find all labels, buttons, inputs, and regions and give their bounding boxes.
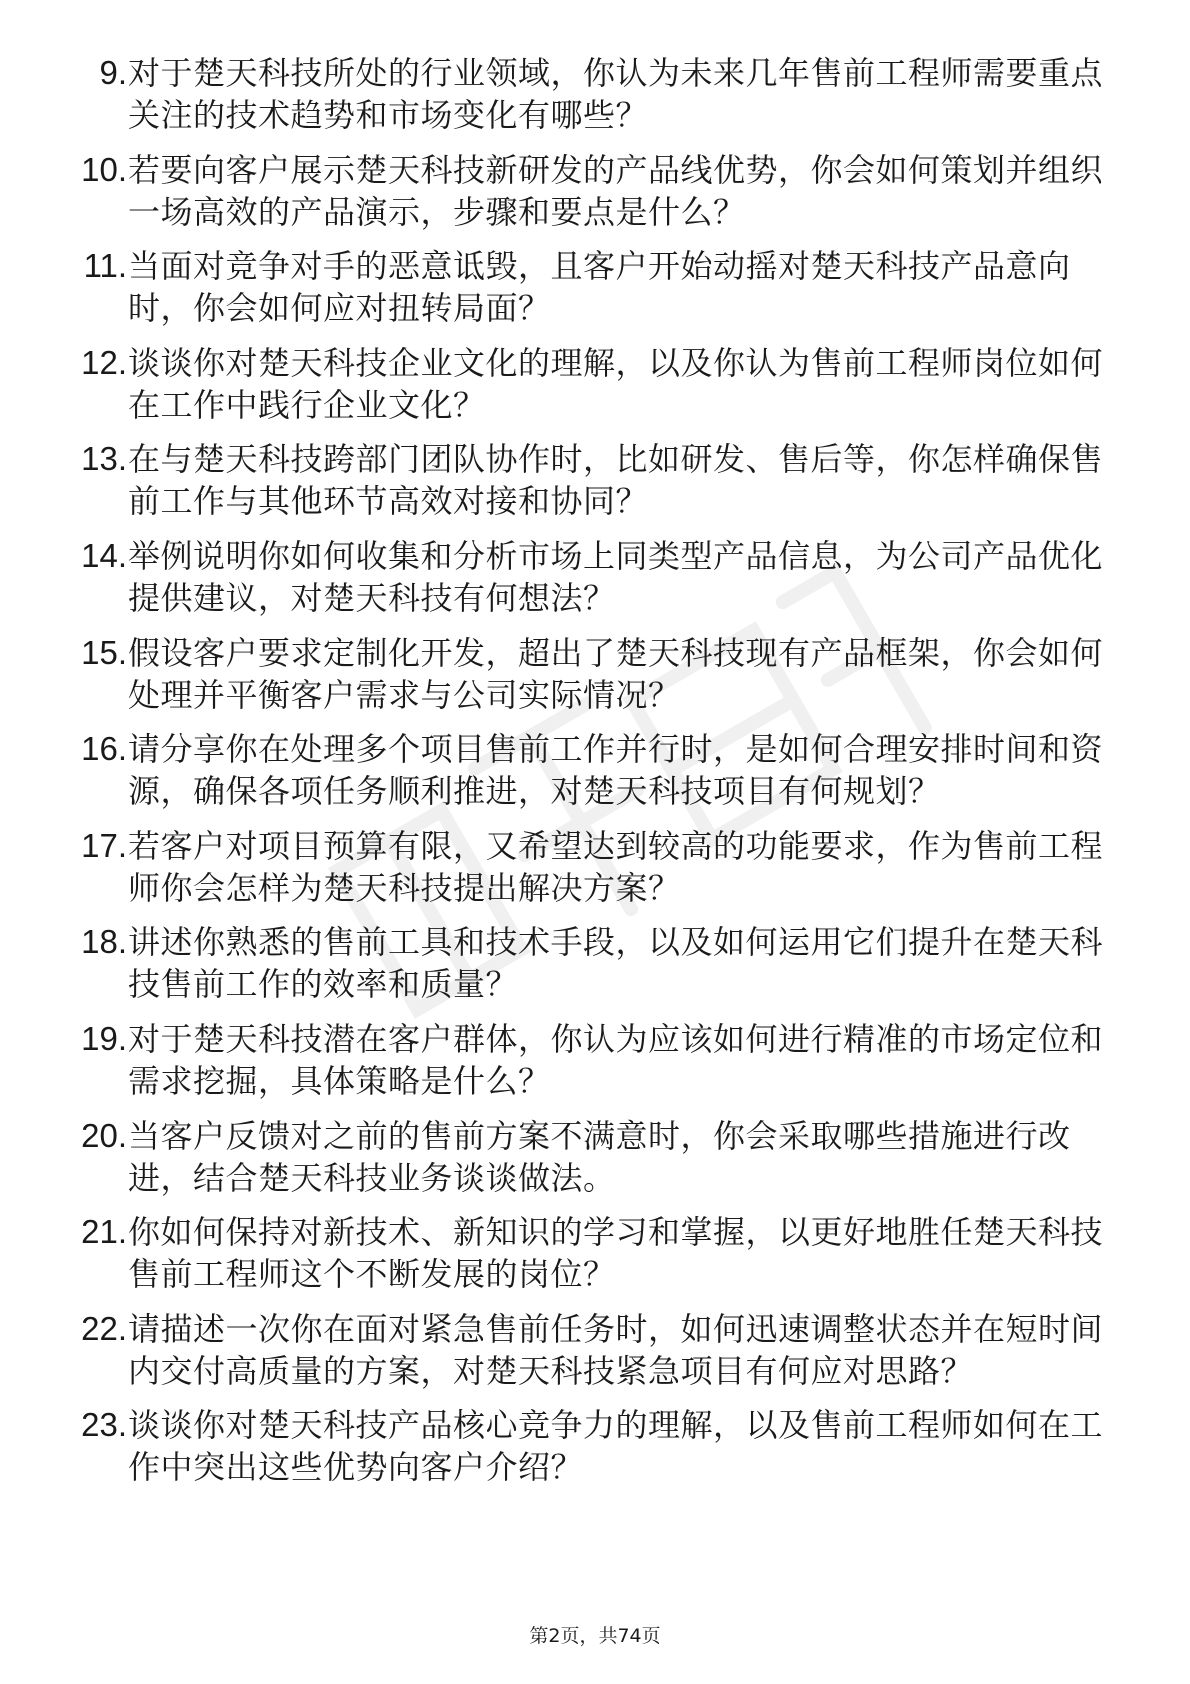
question-item <box>55 728 1115 825</box>
question-text: 谈谈你对楚天科技产品核心竞争力的理解，以及售前工程师如何在工作中突出这些优势向客户介绍？ <box>128 1406 1104 1487</box>
question-number: 15. <box>81 633 127 671</box>
question-text: 对于楚天科技潜在客户群体，你认为应该如何进行精准的市场定位和需求挖掘，具体策略是什么？ <box>128 1019 1104 1100</box>
question-text: 谈谈你对楚天科技企业文化的理解，以及你认为售前工程师岗位如何在工作中践行企业文化？ <box>128 343 1104 424</box>
page-footer: 第2页，共74页 <box>529 1625 661 1647</box>
question-item <box>55 245 1115 342</box>
question-number: 14. <box>81 536 127 574</box>
question-number: 16. <box>81 730 127 768</box>
question-text: 假设客户要求定制化开发，超出了楚天科技现有产品框架，你会如何处理并平衡客户需求与公司实际情况？ <box>128 633 1104 714</box>
question-item <box>55 1211 1115 1308</box>
question-item <box>55 1018 1115 1115</box>
question-text: 讲述你熟悉的售前工具和技术手段，以及如何运用它们提升在楚天科技售前工作的效率和质量？ <box>128 923 1104 1004</box>
question-number: 17. <box>81 826 127 864</box>
question-item <box>55 1308 1115 1405</box>
question-text: 请描述一次你在面对紧急售前任务时，如何迅速调整状态并在短时间内交付高质量的方案，对楚天科技紧急项目有何应对思路？ <box>128 1309 1104 1390</box>
question-number: 12. <box>81 343 127 381</box>
question-item <box>55 825 1115 922</box>
question-item <box>55 52 1115 149</box>
question-item <box>55 438 1115 535</box>
question-number: 19. <box>81 1019 127 1057</box>
question-item <box>55 632 1115 729</box>
question-item <box>55 535 1115 632</box>
question-text: 请分享你在处理多个项目售前工作并行时，是如何合理安排时间和资源，确保各项任务顺利推进，对楚天科技项目有何规划？ <box>128 730 1104 811</box>
question-text: 对于楚天科技所处的行业领域，你认为未来几年售前工程师需要重点关注的技术趋势和市场变化有哪些？ <box>128 54 1104 134</box>
question-text: 当客户反馈对之前的售前方案不满意时，你会采取哪些措施进行改进，结合楚天科技业务谈谈做法。 <box>128 1116 1071 1197</box>
question-number: 11. <box>83 247 127 285</box>
question-item <box>55 1404 1115 1501</box>
question-number: 13. <box>81 440 127 478</box>
question-number: 22. <box>81 1309 127 1347</box>
question-item <box>55 149 1115 246</box>
question-number: 18. <box>81 923 127 961</box>
question-item <box>55 342 1115 439</box>
question-text: 若要向客户展示楚天科技新研发的产品线优势，你会如何策划并组织一场高效的产品演示，步骤和要点是什么？ <box>128 150 1104 231</box>
question-number: 9. <box>99 54 127 91</box>
question-text: 当面对竞争对手的恶意诋毁，且客户开始动摇对楚天科技产品意向时，你会如何应对扭转局面？ <box>128 247 1071 328</box>
question-item <box>55 1115 1115 1212</box>
question-text: 你如何保持对新技术、新知识的学习和掌握，以更好地胜任楚天科技售前工程师这个不断发展的岗位？ <box>128 1213 1104 1294</box>
question-item <box>55 921 1115 1018</box>
question-text: 在与楚天科技跨部门团队协作时，比如研发、售后等，你怎样确保售前工作与其他环节高效对接和协同？ <box>128 440 1104 521</box>
question-text: 若客户对项目预算有限，又希望达到较高的功能要求，作为售前工程师你会怎样为楚天科技提出解决方案？ <box>128 826 1104 907</box>
question-text: 举例说明你如何收集和分析市场上同类型产品信息，为公司产品优化提供建议，对楚天科技有何想法？ <box>128 536 1104 617</box>
question-number: 21. <box>81 1213 127 1251</box>
question-number: 20. <box>81 1116 127 1154</box>
question-number: 23. <box>81 1406 127 1444</box>
question-list <box>55 52 1115 1501</box>
question-number: 10. <box>81 150 127 188</box>
